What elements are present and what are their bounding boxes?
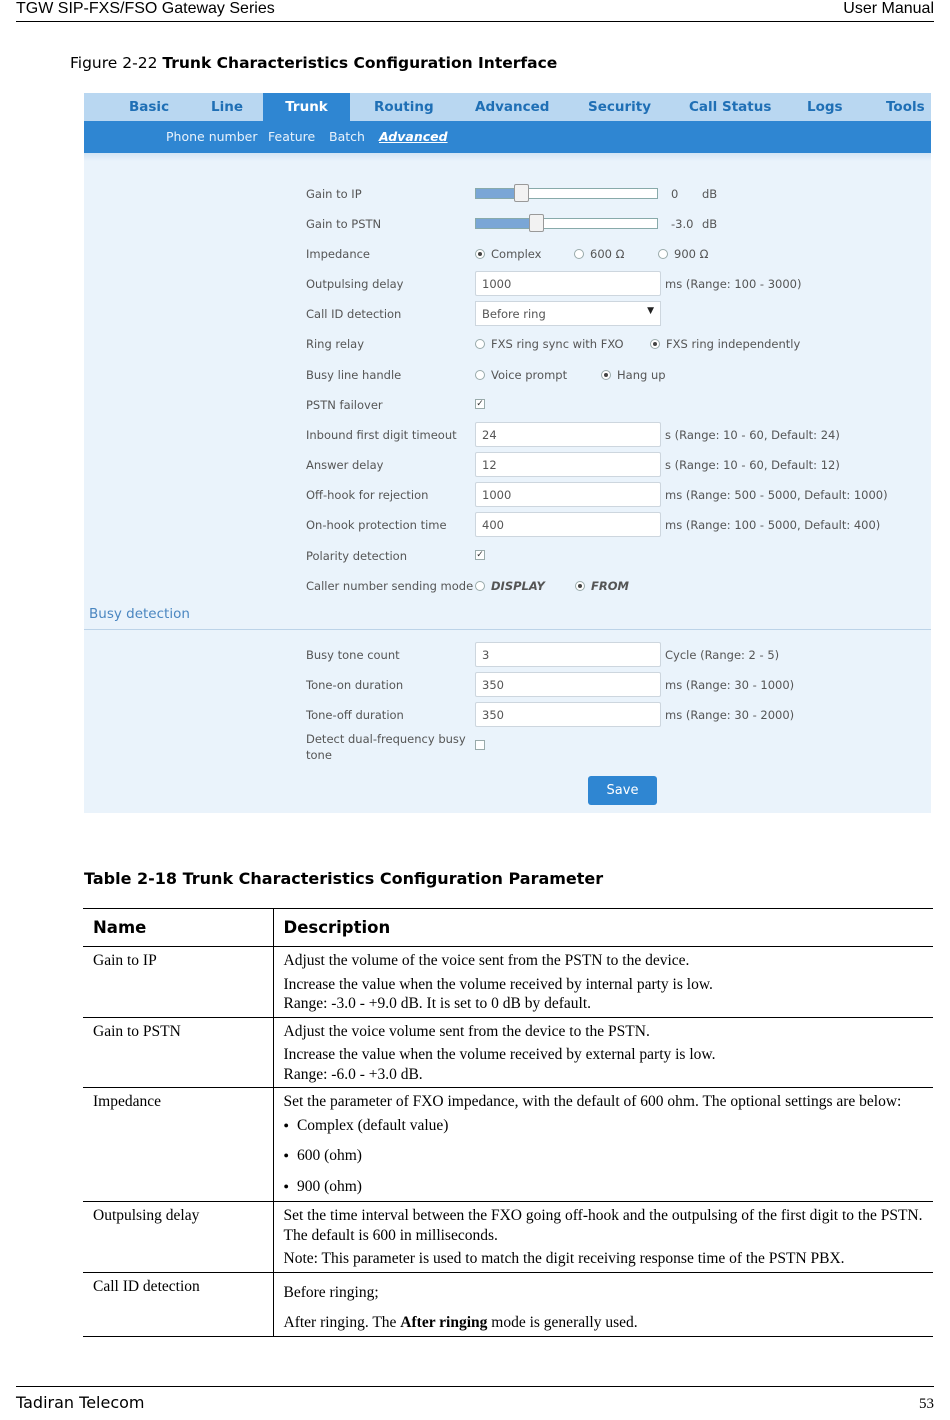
tab-trunk[interactable]: Trunk: [263, 93, 350, 121]
description-line: Range: -6.0 - +3.0 dB.: [283, 1065, 423, 1083]
description-line: Adjust the voice volume sent from the device to the PSTN.: [283, 1022, 650, 1040]
display-text: DISPLAY: [491, 579, 545, 593]
gain-pstn-unit: dB: [702, 217, 718, 231]
save-button[interactable]: Save: [588, 776, 657, 805]
busy-count-label: Busy tone count: [306, 648, 400, 662]
radio-icon: [574, 249, 584, 259]
offhook-input[interactable]: 1000: [475, 482, 661, 507]
gain-ip-value: 0: [671, 187, 679, 201]
param-name: Call ID detection: [83, 1272, 273, 1336]
answer-input[interactable]: 12: [475, 452, 661, 477]
gain-ip-knob[interactable]: [514, 184, 529, 202]
hang-up-text: Hang up: [617, 368, 666, 382]
offhook-label: Off-hook for rejection: [306, 488, 429, 502]
busy-detection-title: Busy detection: [89, 606, 190, 622]
list-item: ● 900 (ohm): [284, 1177, 924, 1197]
subtab-feature[interactable]: Feature: [268, 129, 316, 144]
tab-tools[interactable]: Tools: [886, 99, 925, 115]
parameter-table: [83, 908, 933, 1337]
callid-label: Call ID detection: [306, 307, 402, 321]
description-line: Set the parameter of FXO impedance, with the default of 600 ohm. The optional settings are below:: [283, 1093, 902, 1110]
impedance-complex-option[interactable]: [475, 247, 541, 261]
pstn-failover-label: PSTN failover: [306, 398, 383, 412]
param-description: [273, 947, 933, 1018]
tab-advanced[interactable]: Advanced: [475, 99, 550, 115]
table-row: [83, 1088, 933, 1202]
page-number: 53: [919, 1396, 934, 1412]
text-span: After ringing. The: [283, 1314, 401, 1331]
description-line: Range: -3.0 - +9.0 dB. It is set to 0 dB by default.: [283, 995, 592, 1012]
param-name: Impedance: [83, 1088, 273, 1202]
chevron-down-icon: ▼: [647, 306, 654, 316]
nav-shadow: [84, 153, 931, 161]
ring-sync-text: FXS ring sync with FXO: [491, 337, 624, 351]
tab-logs[interactable]: Logs: [807, 99, 843, 115]
tone-off-label: Tone-off duration: [306, 708, 404, 722]
outpulsing-input[interactable]: 1000: [475, 271, 661, 296]
table-row: [83, 947, 933, 1018]
display-option[interactable]: [475, 579, 545, 593]
tab-basic[interactable]: Basic: [129, 99, 170, 115]
tab-line[interactable]: Line: [211, 99, 243, 115]
polarity-label: Polarity detection: [306, 549, 408, 563]
page-header: [16, 0, 934, 22]
impedance-900-text: 900 Ω: [674, 247, 709, 261]
dual-freq-label: Detect dual-frequency busy: [306, 732, 466, 746]
callid-selected: Before ring: [482, 307, 546, 321]
ring-independent-text: FXS ring independently: [666, 337, 801, 351]
inbound-input[interactable]: 24: [475, 422, 661, 447]
description-line: Increase the value when the volume received by internal party is low.: [283, 975, 713, 993]
busy-count-hint: Cycle (Range: 2 - 5): [665, 648, 780, 662]
voice-prompt-text: Voice prompt: [491, 368, 568, 382]
impedance-complex-text: Complex: [491, 247, 542, 261]
param-name: Gain to IP: [83, 947, 273, 1018]
page-footer: [16, 1386, 934, 1416]
ring-relay-label: Ring relay: [306, 337, 365, 351]
text-span: mode is generally used.: [487, 1314, 638, 1331]
onhook-label: On-hook protection time: [306, 518, 447, 532]
gain-ip-label: Gain to IP: [306, 187, 362, 201]
offhook-hint: ms (Range: 500 - 5000, Default: 1000): [665, 488, 888, 502]
gain-pstn-label: Gain to PSTN: [306, 217, 382, 231]
outpulsing-label: Outpulsing delay: [306, 277, 404, 291]
header-name: Name: [83, 909, 273, 947]
onhook-hint: ms (Range: 100 - 5000, Default: 400): [665, 518, 881, 532]
description-line: Set the time interval between the FXO going off-hook and the outpulsing of the first digit to the PSTN. The default is 600 in milliseconds.: [283, 1207, 923, 1244]
callid-select[interactable]: [475, 301, 661, 326]
list-item: ● Complex (default value): [284, 1116, 924, 1136]
impedance-600-text: 600 Ω: [590, 247, 625, 261]
tab-call-status[interactable]: Call Status: [689, 99, 772, 115]
list-item: ● 600 (ohm): [284, 1146, 924, 1166]
radio-icon: [601, 370, 611, 380]
param-description: [273, 1088, 933, 1202]
onhook-input[interactable]: 400: [475, 512, 661, 537]
table-caption: Table 2-18 Trunk Characteristics Configuration Parameter: [84, 869, 604, 888]
param-description: [273, 1202, 933, 1273]
figure-caption: [70, 54, 557, 72]
polarity-checkbox[interactable]: ✓: [476, 550, 484, 560]
impedance-900-option[interactable]: [658, 247, 708, 261]
table-row: [83, 1017, 933, 1088]
header-product: TGW SIP-FXS/FSO Gateway Series: [16, 0, 275, 17]
radio-icon: [575, 581, 585, 591]
radio-icon: [658, 249, 668, 259]
param-name: Gain to PSTN: [83, 1017, 273, 1088]
ring-independent-option[interactable]: [650, 337, 800, 351]
radio-icon: [475, 370, 485, 380]
radio-icon: [475, 339, 485, 349]
tone-on-label: Tone-on duration: [306, 678, 404, 692]
caller-mode-label: Caller number sending mode: [306, 579, 474, 593]
tab-routing[interactable]: Routing: [374, 99, 434, 115]
voice-prompt-option[interactable]: [475, 368, 567, 382]
section-divider: [84, 629, 931, 630]
main-nav: [84, 93, 931, 121]
busy-line-label: Busy line handle: [306, 368, 402, 382]
table-row: [83, 1272, 933, 1336]
from-text: FROM: [591, 579, 629, 593]
subtab-phone-number[interactable]: Phone number: [166, 129, 258, 144]
param-description: [273, 1017, 933, 1088]
dual-freq-label-cont: tone: [306, 748, 332, 762]
tab-security[interactable]: Security: [588, 99, 652, 115]
gain-pstn-knob[interactable]: [529, 214, 544, 232]
inbound-hint: s (Range: 10 - 60, Default: 24): [665, 428, 840, 442]
description-line: Note: This parameter is used to match the digit receiving response time of the PSTN PBX.: [283, 1250, 845, 1267]
param-description: [273, 1272, 933, 1336]
figure-title: Trunk Characteristics Configuration Interface: [162, 54, 558, 72]
tone-on-input[interactable]: 350: [475, 672, 661, 697]
gain-ip-slider[interactable]: [475, 188, 658, 199]
tone-off-input[interactable]: 350: [475, 702, 661, 727]
gain-pstn-value: -3.0: [671, 217, 694, 231]
busy-count-input[interactable]: 3: [475, 642, 661, 667]
inbound-label: Inbound first digit timeout: [306, 428, 457, 442]
param-name: Outpulsing delay: [83, 1202, 273, 1273]
description-line: Before ringing;: [283, 1283, 379, 1301]
table-header-row: [83, 909, 933, 947]
header-manual: User Manual: [843, 0, 934, 17]
figure-number: Figure 2-22: [70, 54, 158, 72]
dual-freq-checkbox[interactable]: [475, 740, 485, 750]
answer-hint: s (Range: 10 - 60, Default: 12): [665, 458, 840, 472]
description-line: Increase the value when the volume received by external party is low.: [283, 1046, 716, 1063]
gain-ip-unit: dB: [702, 187, 718, 201]
sub-nav: [84, 121, 931, 153]
outpulsing-hint: ms (Range: 100 - 3000): [665, 277, 802, 291]
trunk-config-screenshot: [84, 93, 931, 813]
gain-pstn-fill: [476, 219, 536, 228]
from-option[interactable]: [575, 579, 629, 593]
bold-term: After ringing: [400, 1314, 488, 1331]
header-description: Description: [273, 909, 933, 947]
subtab-advanced[interactable]: Advanced: [379, 129, 448, 144]
radio-icon: [650, 339, 660, 349]
subtab-batch[interactable]: Batch: [329, 129, 365, 144]
impedance-label: Impedance: [306, 247, 371, 261]
description-line: Adjust the volume of the voice sent from the PSTN to the device.: [283, 952, 690, 969]
radio-icon: [475, 249, 485, 259]
option-list: [284, 1116, 924, 1197]
radio-icon: [475, 581, 485, 591]
ring-sync-option[interactable]: [475, 337, 624, 351]
tone-on-hint: ms (Range: 30 - 1000): [665, 678, 795, 692]
table-row: [83, 1202, 933, 1273]
pstn-failover-checkbox[interactable]: ✓: [476, 399, 484, 409]
gain-pstn-slider[interactable]: [475, 218, 658, 229]
answer-label: Answer delay: [306, 458, 384, 472]
hang-up-option[interactable]: [601, 368, 666, 382]
tone-off-hint: ms (Range: 30 - 2000): [665, 708, 795, 722]
description-line: [284, 1313, 924, 1333]
footer-company: Tadiran Telecom: [16, 1393, 145, 1412]
impedance-600-option[interactable]: [574, 247, 624, 261]
